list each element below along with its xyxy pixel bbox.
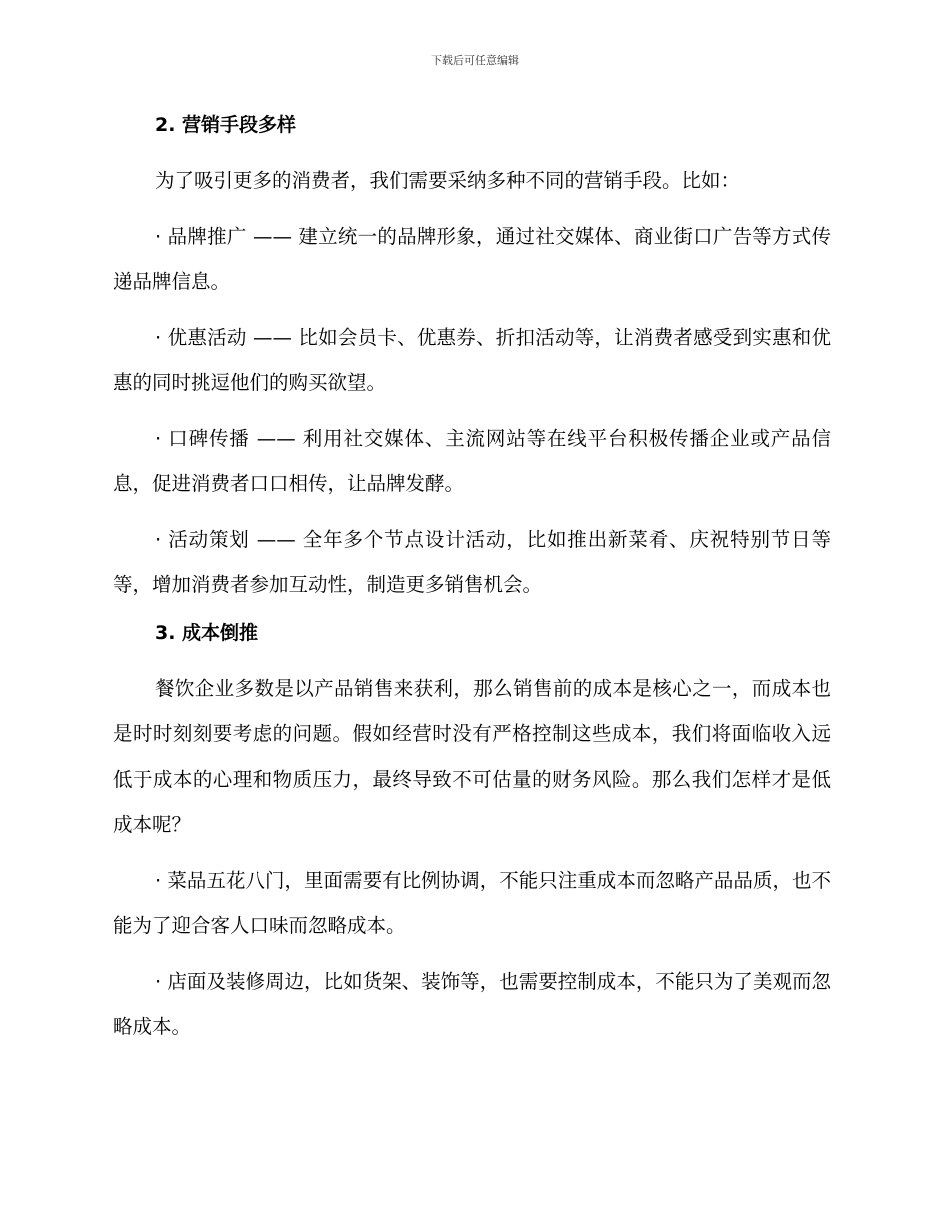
paragraph: 为了吸引更多的消费者，我们需要采纳多种不同的营销手段。比如： (155, 169, 741, 192)
bullet-paragraph: · 优惠活动 —— 比如会员卡、优惠券、折扣活动等，让消费者感受到实惠和优惠的同时挑逗他们的购买欲望。 (113, 325, 831, 394)
bullet-paragraph: · 活动策划 —— 全年多个节点设计活动，比如推出新菜肴、庆祝特别节日等等，增加消费者参加互动性，制造更多销售机会。 (113, 527, 831, 596)
document-body (113, 110, 831, 1060)
section-heading: 3. 成本倒推 (155, 621, 259, 644)
bullet-paragraph: · 口碑传播 —— 利用社交媒体、主流网站等在线平台积极传播企业或产品信息，促进消费者口口相传，让品牌发酵。 (113, 426, 831, 495)
bullet-paragraph: · 品牌推广 —— 建立统一的品牌形象，通过社交媒体、商业街口广告等方式传递品牌信息。 (113, 224, 831, 293)
bullet-paragraph: · 店面及装修周边，比如货架、装饰等，也需要控制成本，不能只为了美观而忽略成本。 (113, 969, 831, 1038)
paragraph: 餐饮企业多数是以产品销售来获利，那么销售前的成本是核心之一，而成本也是时时刻刻要考虑的问题。假如经营时没有严格控制这些成本，我们将面临收入远低于成本的心理和物质压力，最终导致不可估量的财务风险。那么我们怎样才是低成本呢？ (113, 676, 831, 836)
bullet-paragraph: · 菜品五花八门，里面需要有比例协调，不能只注重成本而忽略产品品质，也不能为了迎合客人口味而忽略成本。 (113, 868, 831, 937)
page-header: 下载后可任意编辑 (431, 54, 519, 67)
section-heading: 2. 营销手段多样 (155, 114, 297, 136)
section-marketing (113, 110, 831, 608)
section-cost (113, 618, 831, 1050)
